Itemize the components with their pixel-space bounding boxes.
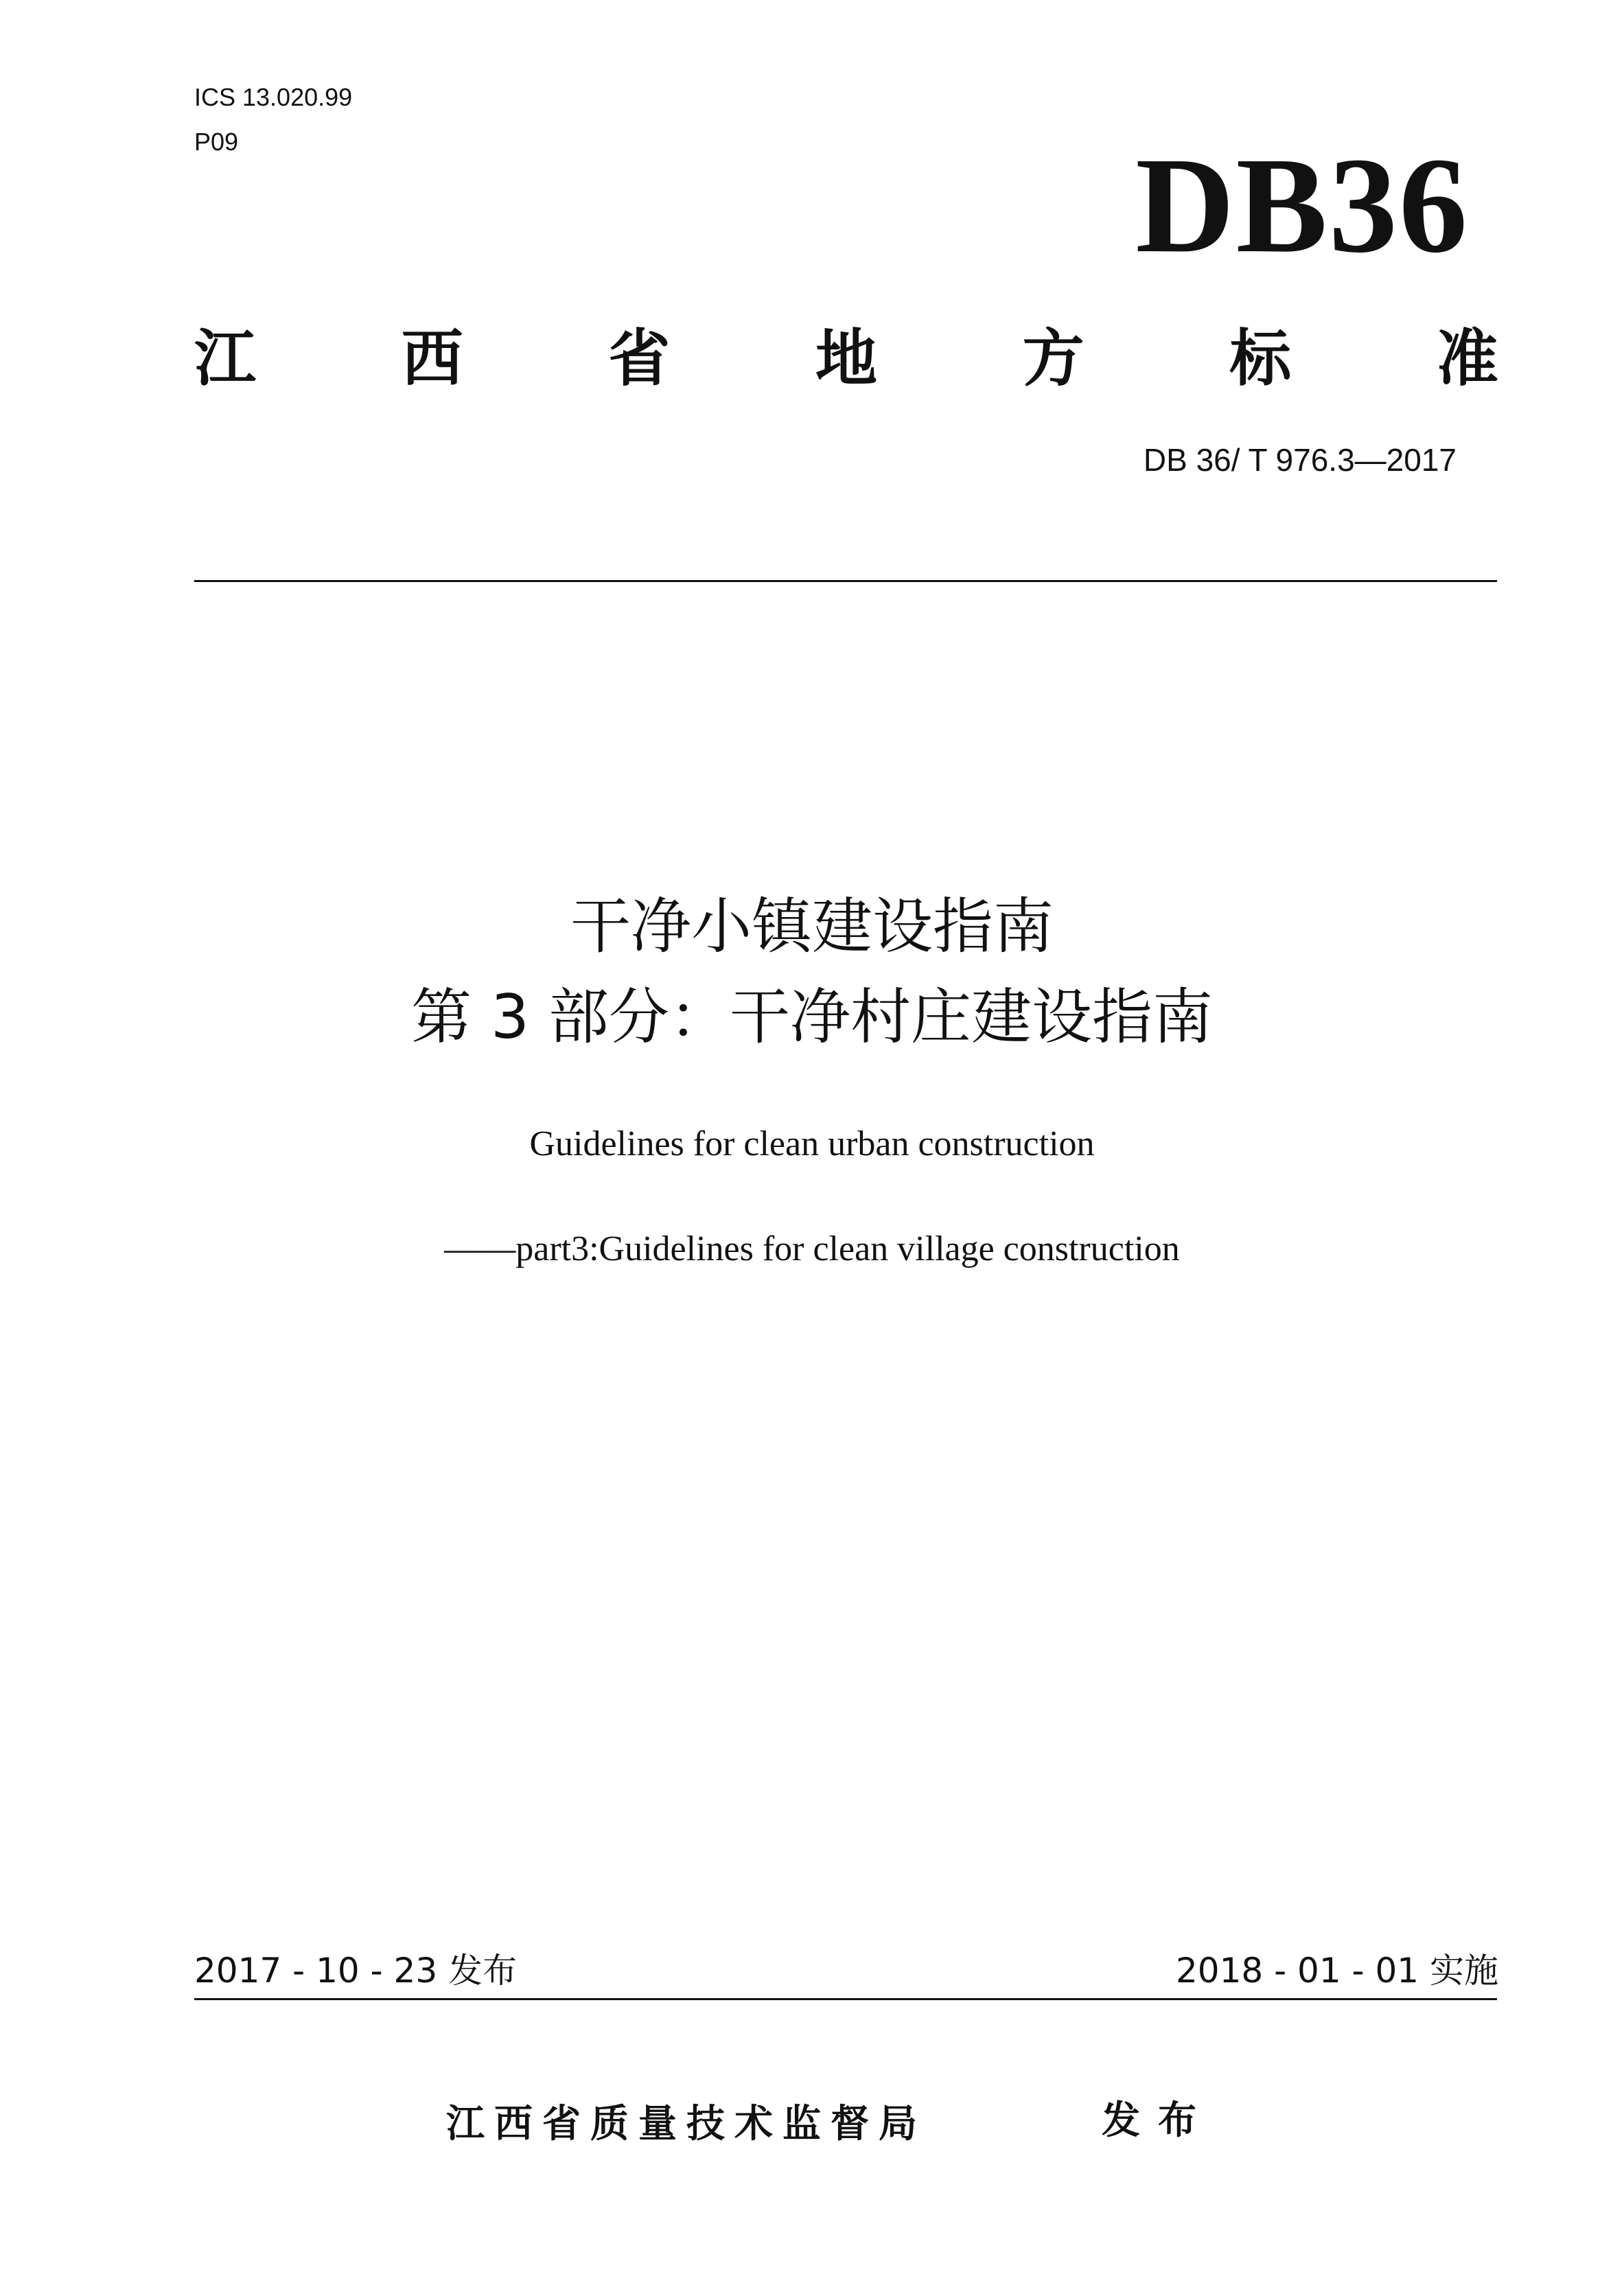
bottom-divider	[194, 1998, 1497, 2000]
standard-type-char: 江	[194, 323, 256, 395]
issue-label: 发布	[1102, 2098, 1214, 2143]
issue-date: 2017 - 10 - 23 发布	[194, 1951, 518, 1991]
top-divider	[194, 580, 1497, 582]
standard-type-char: 准	[1436, 323, 1498, 395]
standard-type-char: 标	[1229, 323, 1292, 395]
title-english-line-1: Guidelines for clean urban construction	[529, 1124, 1095, 1163]
ics-code: ICS 13.020.99	[194, 83, 353, 111]
standard-type-char: 方	[1022, 323, 1084, 395]
standard-type-char: 西	[401, 323, 463, 395]
title-chinese-line-2: 第 3 部分：干净村庄建设指南	[411, 982, 1213, 1052]
title-chinese-line-1: 干净小镇建设指南	[570, 891, 1054, 962]
ccs-code: P09	[194, 128, 239, 156]
standard-type-heading	[194, 321, 1498, 397]
standard-number: DB 36/ T 976.3—2017	[1143, 442, 1457, 478]
standard-type-char: 省	[608, 323, 671, 395]
title-english-line-2: ——part3:Guidelines for clean village construction	[444, 1229, 1180, 1268]
issuing-authority: 江西省质量技术监督局	[446, 2102, 927, 2146]
implementation-date: 2018 - 01 - 01 实施	[1175, 1951, 1498, 1991]
standard-type-char: 地	[815, 323, 877, 395]
db36-logo: DB36	[1135, 130, 1469, 281]
